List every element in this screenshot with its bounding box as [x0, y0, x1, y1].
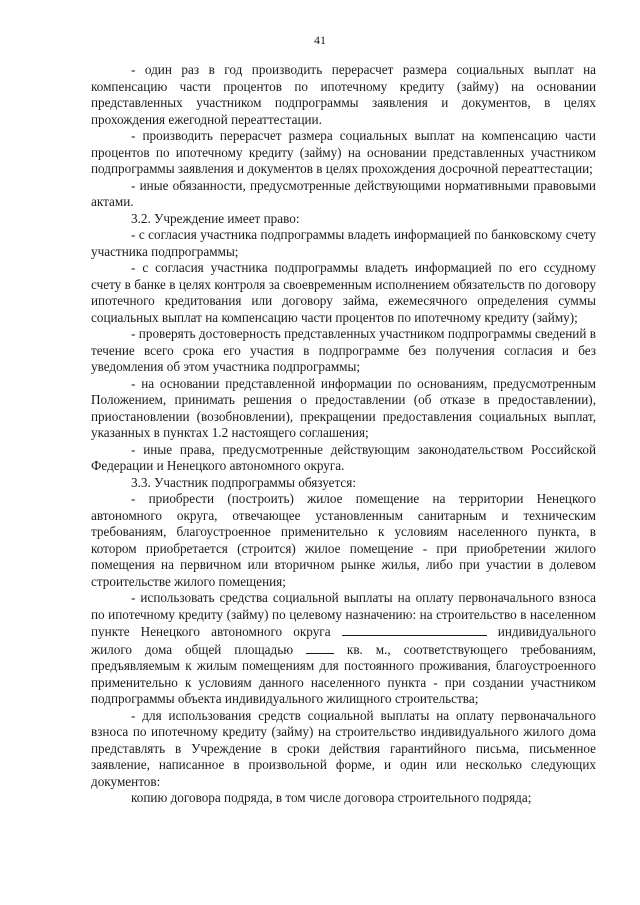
- construction-text-1: - использовать средства социальной выплаты на оплату первоначального взноса по ипотечному кредиту (займу) по целевому назначению: на строительство в населенном пункте Ненецкого автономного округа: [91, 590, 596, 639]
- paragraph-verify-info: - проверять достоверность представленных участником подпрограммы сведений в течение всего срока его участия в подпрограмме без получения согласия и без уведомления об этом участника подпрограммы;: [91, 326, 596, 374]
- section-heading-3-3: 3.3. Участник подпрограммы обязуется:: [131, 474, 357, 490]
- paragraph-other-duties: - иные обязанности, предусмотренные действующими нормативными правовыми актами.: [91, 177, 596, 209]
- document-body: [91, 62, 596, 807]
- construction-text-2: индивидуального жилого дома общей площадью: [91, 624, 596, 657]
- page-number: 41: [314, 33, 326, 47]
- paragraph-acquire-housing: - приобрести (построить) жилое помещение на территории Ненецкого автономного округа, отвечающее установленным санитарным и техническим требованиям, благоустроенное применительно к условиям населенного пункта, в котором приобретается (строится) жилое помещение - при приобретении жилого помещения на первичном или вторичном рынке жилья, либо при участии в долевом строительстве жилого помещения;: [91, 491, 596, 589]
- paragraph-use-funds-construction: [91, 590, 596, 708]
- paragraph-submit-documents: - для использования средств социальной выплаты на оплату первоначального взноса по ипотечному кредиту (займу) на строительство индивидуального жилого дома представлять в Учреждение в сроки действия гарантийного письма, письменное заявление, написанное в произвольной форме, и один или несколько следующих документов:: [91, 707, 596, 789]
- paragraph-contract-copy: копию договора подряда, в том числе договора строительного подряда;: [131, 790, 532, 805]
- paragraph-loan-account-info: - с согласия участника подпрограммы владеть информацией по его ссудному счету в банке в целях контроля за своевременным исполнением обязательств по договору ипотечного кредитования или договору займа, ежемесячного определения суммы социальных выплат на компенсацию части процентов по ипотечному кредиту (займу);: [91, 260, 596, 325]
- construction-text-3: кв. м., соответствующего требованиям, предъявляемым к жилым помещениям для постоянного проживания, благоустроенного применительно к условиям данного населенного пункта - при создании участником подпрограммы объекта индивидуального жилищного строительства;: [91, 641, 596, 706]
- paragraph-recalc-early: - производить перерасчет размера социальных выплат на компенсацию части процентов по ипотечному кредиту (займу) на основании представленных участником подпрограммы заявления и документов в целях прохождения досрочной переаттестации;: [91, 128, 596, 176]
- paragraph-decisions: - на основании представленной информации по основаниям, предусмотренным Положением, принимать решения о предоставлении (об отказе в предоставлении), приостановлении (возобновлении), прекращении предоставления социальных выплат, указанных в пунктах 1.2 настоящего соглашения;: [91, 375, 596, 440]
- area-blank-field[interactable]: [306, 641, 334, 654]
- section-heading-3-2: 3.2. Учреждение имеет право:: [131, 210, 300, 226]
- paragraph-bank-account-info: - с согласия участника подпрограммы владеть информацией по банковскому счету участника подпрограммы;: [91, 227, 596, 259]
- paragraph-recalc-annual: - один раз в год производить перерасчет размера социальных выплат на компенсацию части процентов по ипотечному кредиту (займу) на основании представленных участником подпрограммы заявления и документов, в целях прохождения ежегодной переаттестации.: [91, 62, 596, 127]
- paragraph-other-rights: - иные права, предусмотренные действующим законодательством Российской Федерации и Ненецкого автономного округа.: [91, 441, 596, 473]
- settlement-blank-field[interactable]: [342, 623, 487, 636]
